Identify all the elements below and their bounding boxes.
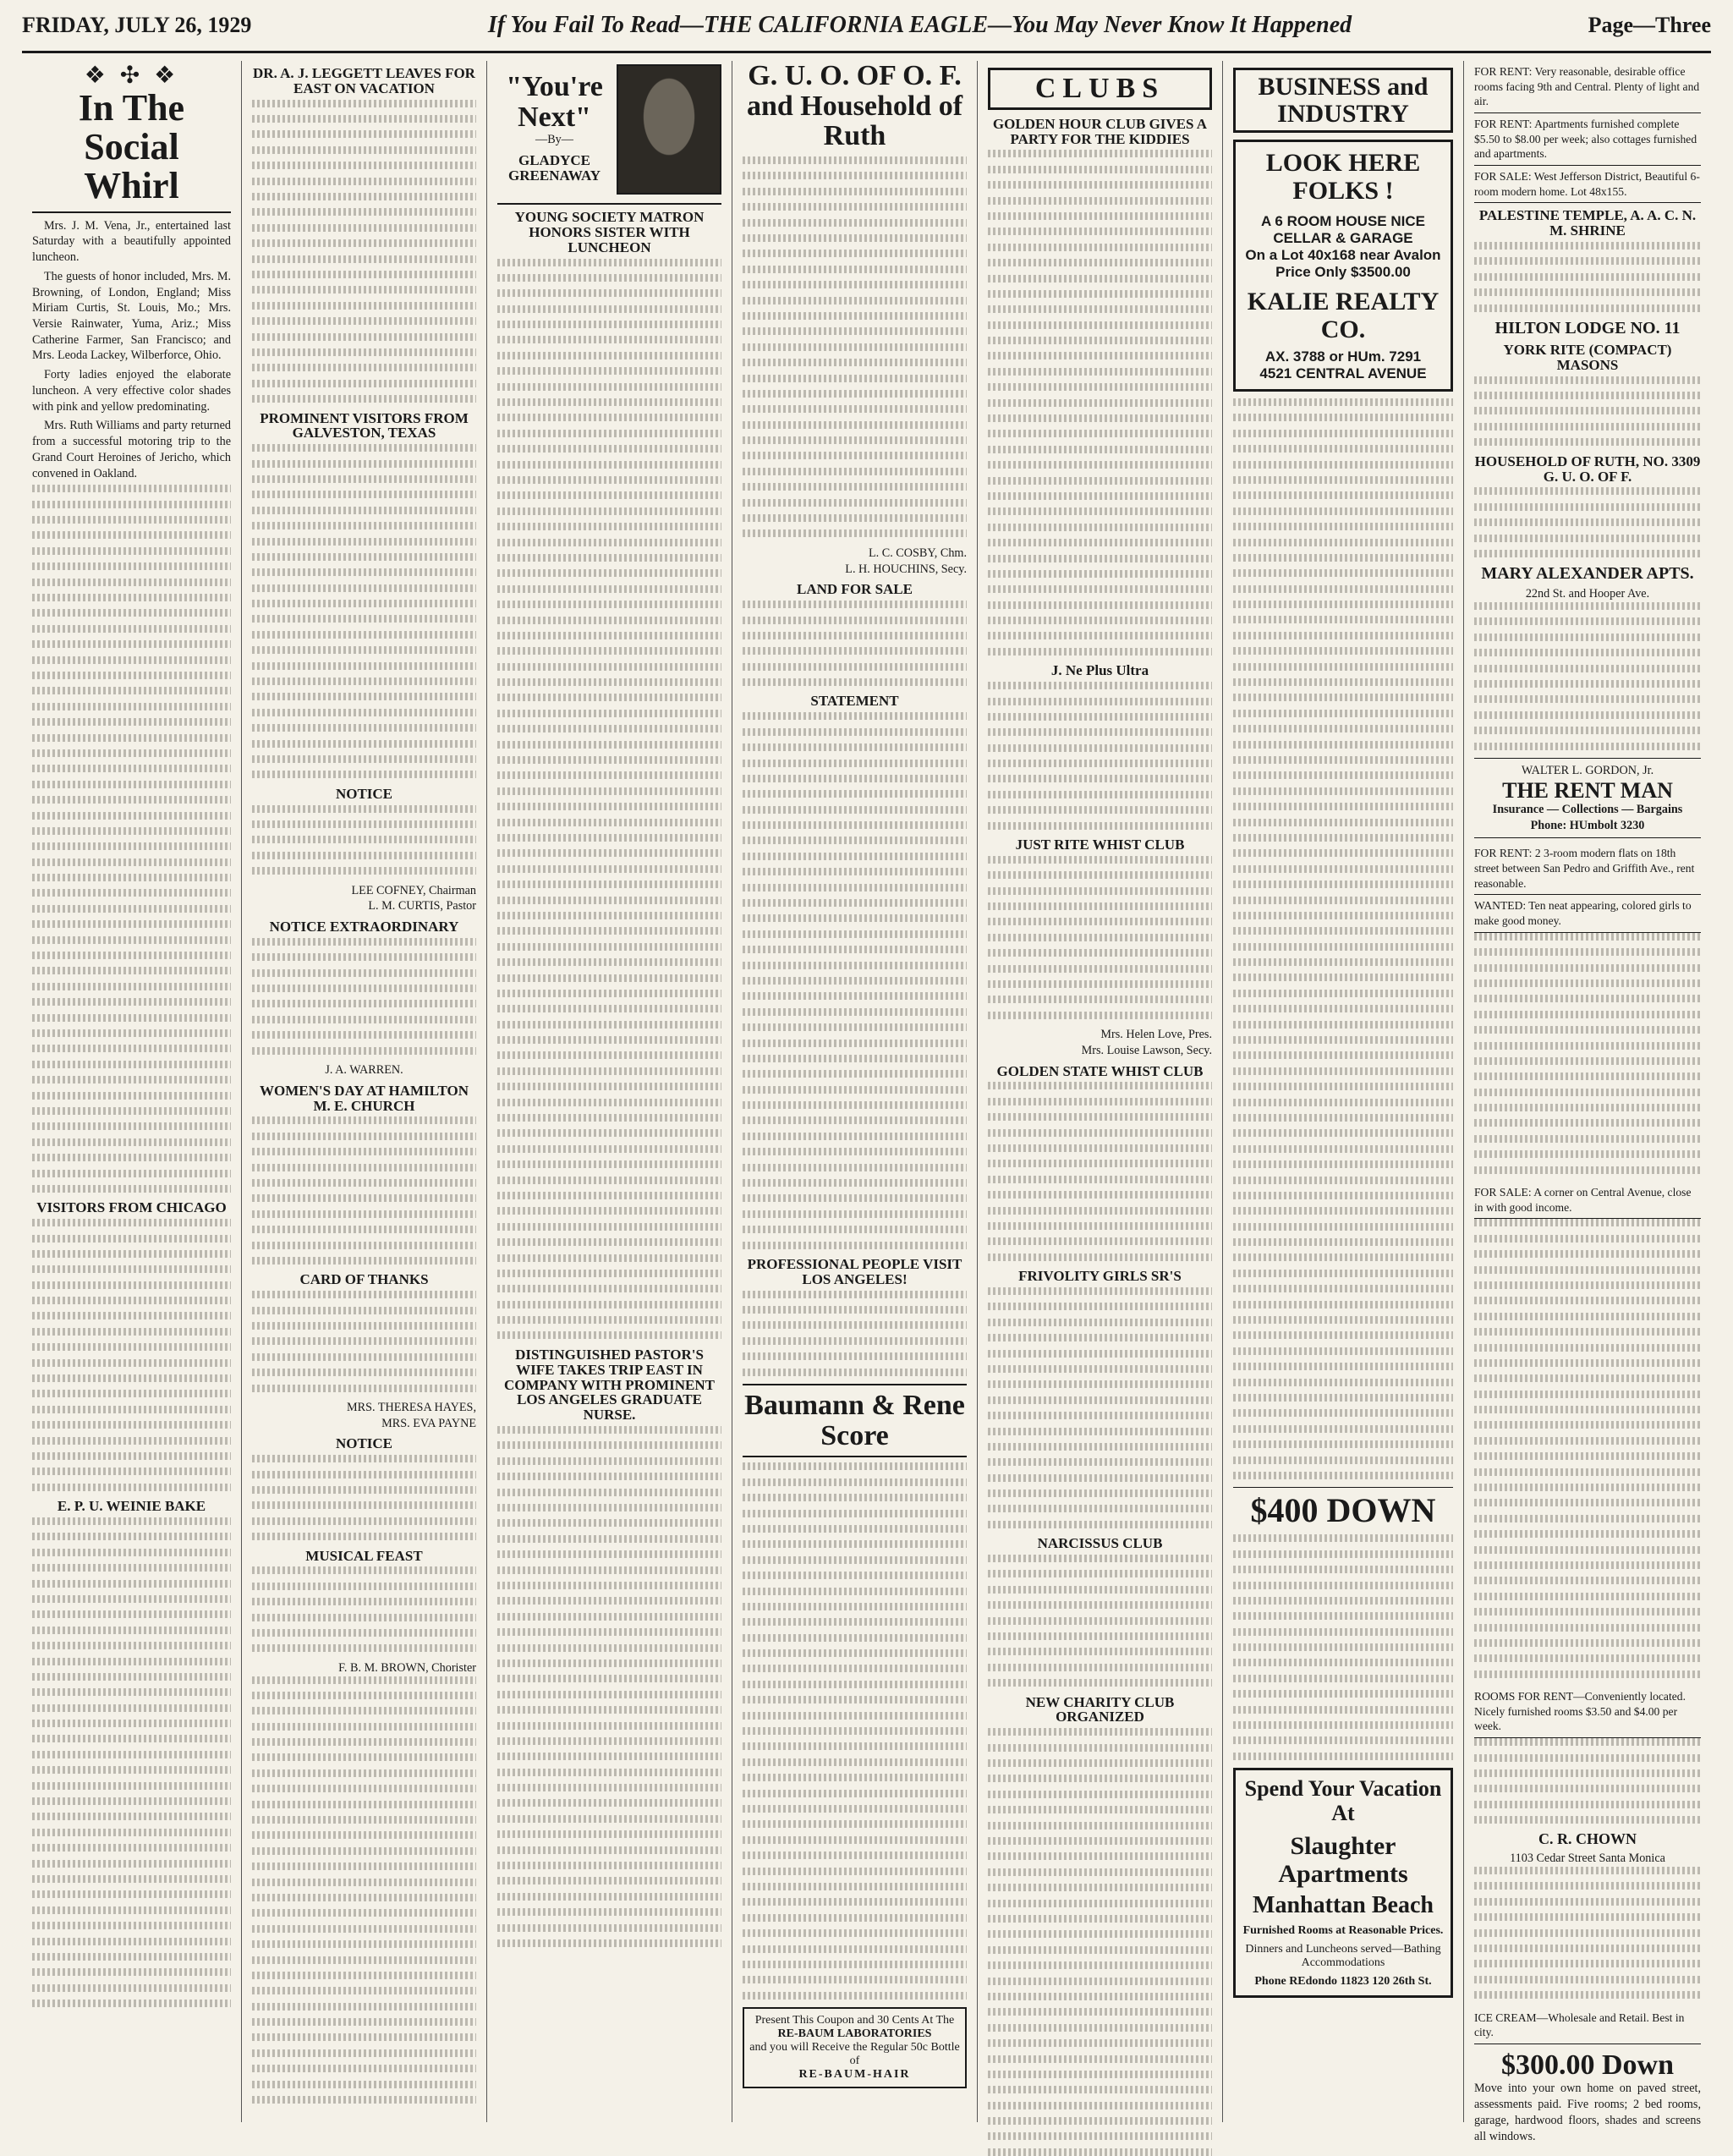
subhead-new-charity: NEW CHARITY CLUB ORGANIZED [1025,1693,1175,1725]
text-block [743,601,967,686]
classified-ad: WANTED: Ten neat appearing, colored girls to make good money. [1474,895,1701,932]
text-block [32,1219,231,1491]
section-title-clubs: CLUBS [1034,73,1165,104]
section-title-youre-next: "You're Next" [506,71,603,133]
classified-ad: FOR SALE: West Jefferson District, Beautiful 6-room modern home. Lot 48x155. [1474,166,1701,203]
subhead-leggett: DR. A. J. LEGGETT LEAVES FOR EAST ON VACATION [253,65,475,96]
page-number: Page—Three [1588,13,1711,37]
subhead-weinie-bake: E. P. U. WEINIE BAKE [57,1498,206,1515]
subhead-professional-people: PROFESSIONAL PEOPLE VISIT LOS ANGELES! [747,1256,962,1287]
section-title-business: BUSINESS and INDUSTRY [1258,73,1429,128]
classifieds-block [1474,1867,1701,1999]
text-block [497,1426,721,1947]
divider [743,1456,967,1457]
columnist-portrait [617,64,721,195]
text-block [988,682,1212,830]
signature: F. B. M. BROWN, Chorister [338,1660,476,1675]
coupon-line: and you will Receive the Regular 50c Bottle of [749,2041,960,2068]
masthead [22,12,1711,53]
text-block [32,485,231,1193]
text-block [252,938,476,1055]
coupon-line: RE-BAUM-HAIR [798,2068,911,2082]
subhead-notice-2: NOTICE [335,1435,393,1452]
column-social-whirl [22,61,242,2122]
ad-400-down: $400 DOWN [1250,1491,1436,1530]
lodge-heading: YORK RITE (COMPACT) MASONS [1503,342,1672,373]
text-block [988,1287,1212,1528]
text-block [988,1555,1212,1687]
classifieds-block [1474,1219,1701,1677]
business-banner [1233,68,1453,133]
subhead-notice: NOTICE [335,785,393,802]
divider [1474,758,1701,759]
text-block [1474,242,1701,312]
signature [988,1027,1212,1058]
text-block [743,156,967,537]
text-block [743,1462,967,1999]
subhead-frivolity-girls: FRIVOLITY GIRLS SR'S [1018,1268,1182,1285]
signature-line: LEE COFNEY, Chairman [351,883,476,897]
text-block [743,1291,967,1376]
section-title-guo: G. U. O. OF O. F. and Household of Ruth [746,60,963,152]
column-clubs [978,61,1223,2122]
ad-line: Spend Your Vacation At [1244,1776,1442,1825]
text-block [32,1517,231,2007]
text-block [252,1566,476,1652]
text-block [1474,602,1701,750]
paragraph: The guests of honor included, Mrs. M. Browning, of London, England; Miss Miriam Curtis, St. Louis, Mo.; Mrs. Versie Rainwater, Yuma, Ariz.; Miss Catherine Farmer, San Francisco; and Mrs. Leoda Lackey, Wilberforce, Ohio. [32,269,231,363]
subhead-land-for-sale: LAND FOR SALE [797,581,913,598]
ad-line: A 6 ROOM HOUSE NICE CELLAR & GARAGE [1261,213,1425,246]
text-block [988,856,1212,1019]
signature [252,1400,476,1431]
text-block [252,100,476,403]
subhead-visitors-chicago: VISITORS FROM CHICAGO [36,1199,227,1216]
slaughter-apartments-ad [1233,1768,1453,1998]
apts-heading: MARY ALEXANDER APTS. [1481,564,1694,584]
paragraph: Mrs. Ruth Williams and party returned from a successful motoring trip to the Grand Court Heroines of Jericho, which convened in Oakland. [32,419,231,480]
text-block [1233,1534,1453,1759]
column-business [1223,61,1464,2122]
signature-line: L. C. COSBY, Chm. [868,546,967,560]
column-notices [242,61,487,2122]
ad-line: Price Only $3500.00 [1275,264,1411,280]
signature-line: MRS. EVA PAYNE [381,1416,476,1430]
paragraph: Forty ladies enjoyed the elaborate luncheon. A very effective color shades with pink and yellow predominating. [32,368,231,414]
lodge-heading: HOUSEHOLD OF RUTH, NO. 3309 G. U. O. OF F. [1474,453,1701,485]
divider [743,1384,967,1385]
classified-ad: ICE CREAM—Wholesale and Retail. Best in city. [1474,2007,1701,2044]
signature-line: L. H. HOUCHINS, Secy. [845,562,967,576]
subhead-musical-feast: MUSICAL FEAST [305,1547,423,1564]
rent-man-heading: THE RENT MAN [1502,777,1673,803]
coupon-line: RE-BAUM LABORATORIES [777,2027,932,2041]
section-title-social-whirl: In The Social Whirl [78,87,185,207]
subhead-golden-hour: GOLDEN HOUR CLUB GIVES A PARTY FOR THE KIDDIES [992,115,1208,147]
subhead-womens-day: WOMEN'S DAY AT HAMILTON M. E. CHURCH [259,1082,469,1114]
text-block [252,1291,476,1391]
ad-phone: Phone REdondo 11823 120 26th St. [1254,1975,1432,1989]
columns [22,60,1711,2143]
column-guo-of [732,61,978,2122]
kalie-realty-ad [1233,140,1453,392]
rent-man-details: Insurance — Collections — Bargains Phone: HUmbolt 3230 [1492,802,1683,832]
text-block [988,1082,1212,1260]
byline-by: —By— [535,133,573,147]
subhead-galveston: PROMINENT VISITORS FROM GALVESTON, TEXAS [260,409,469,442]
subhead-statement: STATEMENT [810,693,899,710]
divider [1233,1487,1453,1488]
column-youre-next [487,61,732,2122]
issue-date: FRIDAY, JULY 26, 1929 [22,13,252,37]
column-classifieds [1464,61,1711,2143]
ornament-icon: ❖ ✣ ❖ [84,61,179,89]
text-block [252,1455,476,1540]
paragraph: Mrs. J. M. Vena, Jr., entertained last Saturday with a beautifully appointed luncheon. [32,218,231,265]
subhead-narcissus: NARCISSUS CLUB [1037,1535,1163,1552]
text-block [252,805,476,875]
signature-line: L. M. CURTIS, Pastor [368,899,476,913]
classified-ad: FOR SALE: A corner on Central Avenue, close in with good income. [1474,1182,1701,1219]
text-block [252,1676,476,2104]
text-block [1474,487,1701,557]
ad-phone: AX. 3788 or HUm. 7291 [1264,348,1422,365]
signature-line: Mrs. Louise Lawson, Secy. [1081,1043,1212,1057]
text-block [988,150,1212,656]
ad-headline: LOOK HERE FOLKS ! [1265,149,1421,205]
signature-line: MRS. THERESA HAYES, [347,1400,476,1414]
rebaum-coupon [743,2007,967,2088]
signature [252,883,476,914]
subhead-card-of-thanks: CARD OF THANKS [299,1271,429,1288]
lodge-heading: PALESTINE TEMPLE, A. A. C. N. M. SHRINE [1478,207,1697,239]
ad-line: On a Lot 40x168 near Avalon [1245,247,1441,263]
text-block [252,444,476,778]
text-block [1474,376,1701,447]
classified-ad: FOR RENT: Apartments furnished complete $5.50 to $8.00 per week; also cottages furnished and apartments. [1474,113,1701,166]
ad-line: Manhattan Beach [1253,1892,1434,1919]
text-block [988,1728,1212,2156]
apts-address: 22nd St. and Hooper Ave. [1525,587,1650,601]
chown-address: 1103 Cedar Street Santa Monica [1510,1852,1665,1866]
rent-man-agent: WALTER L. GORDON, Jr. [1521,763,1654,777]
ad-address: 4521 CENTRAL AVENUE [1259,365,1427,381]
section-title-baumann: Baumann & Rene Score [744,1390,965,1451]
signature: J. A. WARREN. [325,1063,403,1078]
ad-line: Slaughter Apartments [1278,1832,1408,1889]
classified-ad: FOR RENT: 2 3-room modern flats on 18th street between San Pedro and Griffith Ave., rent reasonable. [1474,842,1701,895]
ad-body: Move into your own home on paved street, assessments paid. Five rooms; 2 bed rooms, garage, hardwood floors, shades and screens all windows. [1474,2082,1701,2143]
text-block [743,712,967,1248]
article-body [32,218,231,482]
ad-300-down: $300.00 Down [1500,2049,1675,2081]
divider [1474,837,1701,838]
clubs-banner [988,68,1212,110]
text-block [497,259,721,1340]
classifieds-block [1474,933,1701,1174]
subhead-notice-extraordinary: NOTICE EXTRAORDINARY [269,919,459,935]
ad-line: Furnished Rooms at Reasonable Prices. [1242,1924,1444,1938]
text-block [252,1116,476,1265]
subhead-society-matron: YOUNG SOCIETY MATRON HONORS SISTER WITH LUNCHEON [514,209,705,255]
signature-line: Mrs. Helen Love, Pres. [1100,1028,1212,1042]
divider [32,211,231,213]
lodge-heading: HILTON LODGE NO. 11 [1494,319,1681,338]
divider [497,203,721,205]
subhead-ne-plus-ultra: J. Ne Plus Ultra [1050,662,1149,679]
subhead-pastors-wife: DISTINGUISHED PASTOR'S WIFE TAKES TRIP EAST IN COMPANY WITH PROMINENT LOS ANGELES GRADUATE NURSE. [503,1346,715,1424]
classifieds-block [1233,398,1453,1479]
subhead-just-rite: JUST RITE WHIST CLUB [1015,837,1185,853]
classified-ad: ROOMS FOR RENT—Conveniently located. Nicely furnished rooms $3.50 and $4.00 per week. [1474,1686,1701,1738]
byline: GLADYCE GREENAWAY [508,152,601,184]
ad-company: KALIE REALTY CO. [1247,288,1440,343]
coupon-line: Present This Coupon and 30 Cents At The [754,2014,955,2027]
signature [743,546,967,577]
classifieds-block [1474,1738,1701,1824]
chown-heading: C. R. CHOWN [1538,1830,1637,1848]
masthead-slogan: If You Fail To Read—THE CALIFORNIA EAGLE—You May Never Know It Happened [487,12,1352,38]
classified-ad: FOR RENT: Very reasonable, desirable office rooms facing 9th and Central. Plenty of light and air. [1474,61,1701,113]
subhead-golden-state: GOLDEN STATE WHIST CLUB [996,1062,1204,1079]
ad-line: Dinners and Luncheons served—Bathing Accommodations [1245,1943,1441,1970]
